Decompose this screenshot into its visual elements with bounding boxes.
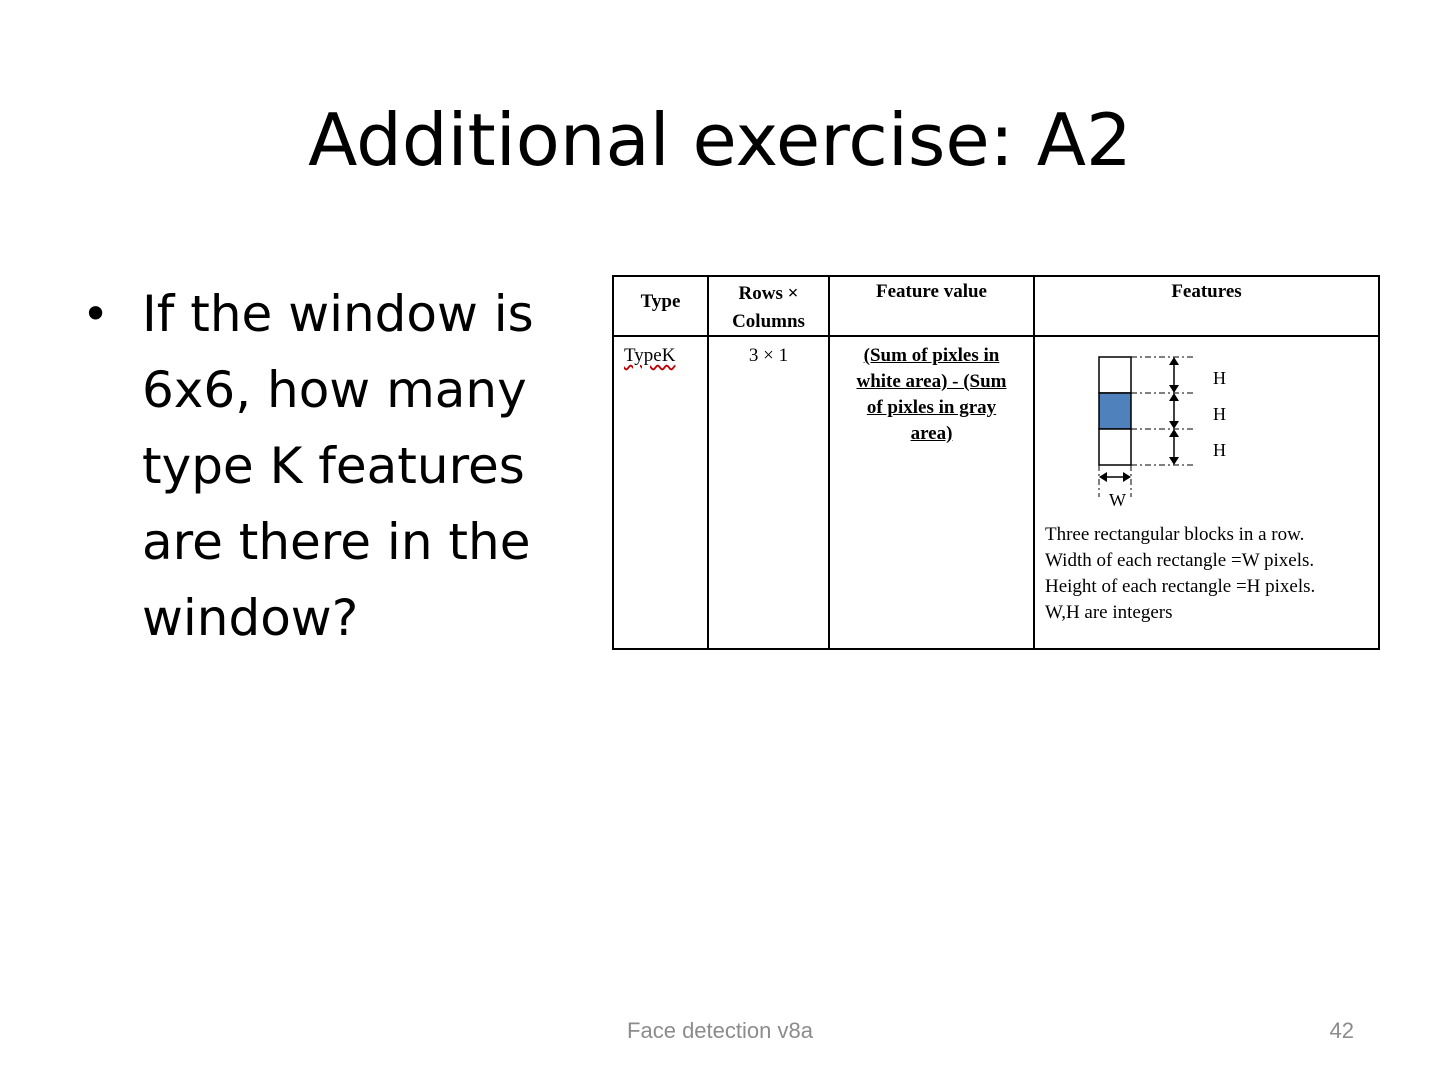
- width-label: W: [1109, 490, 1126, 510]
- feature-value-line: of pixles in gray: [866, 397, 997, 418]
- gray-block-middle: [1099, 393, 1131, 429]
- height-label: H: [1213, 368, 1226, 388]
- cell-type: [613, 336, 708, 649]
- slide-title: Additional exercise: A2: [308, 98, 1132, 182]
- white-block-top: [1099, 357, 1131, 393]
- feature-value-line: (Sum of pixles in: [863, 345, 1000, 366]
- feature-value-line: white area) - (Sum: [856, 371, 1007, 392]
- height-label: H: [1213, 404, 1226, 424]
- header-columns-label: Columns: [732, 311, 805, 332]
- header-rows-columns: [708, 276, 829, 336]
- table-row: [613, 336, 1379, 649]
- bullet-line: window?: [142, 589, 359, 647]
- page-number: 42: [1329, 1018, 1354, 1043]
- feature-value-line: area): [910, 423, 953, 444]
- bullet-marker: •: [82, 287, 110, 341]
- bullet-text: [142, 276, 582, 656]
- header-rows-label: Rows ×: [738, 283, 799, 304]
- bullet-line: type K features: [142, 437, 525, 495]
- bullet-line: are there in the: [142, 513, 531, 571]
- feature-diagram: [1085, 345, 1245, 510]
- description-line: Three rectangular blocks in a row.: [1045, 524, 1305, 545]
- cell-features: [1034, 336, 1379, 649]
- cell-feature-value: [829, 336, 1034, 649]
- header-type: Type: [613, 276, 708, 336]
- white-block-bottom: [1099, 429, 1131, 465]
- feature-table-image: [612, 275, 1380, 650]
- footer-text: Face detection v8a: [627, 1018, 813, 1043]
- description-line: Width of each rectangle =W pixels.: [1045, 550, 1315, 571]
- type-name: TypeK: [624, 345, 676, 366]
- header-feature-value: Feature value: [829, 276, 1034, 336]
- cell-dims: 3 × 1: [708, 336, 829, 649]
- table-header-row: [613, 276, 1379, 336]
- bullet-line: 6x6, how many: [142, 361, 527, 419]
- bullet-line: If the window is: [142, 285, 534, 343]
- feature-table: [612, 275, 1380, 650]
- height-label: H: [1213, 440, 1226, 460]
- feature-description: [1045, 522, 1385, 626]
- header-features: Features: [1034, 276, 1379, 336]
- description-line: W,H are integers: [1045, 602, 1173, 623]
- description-line: Height of each rectangle =H pixels.: [1045, 576, 1316, 597]
